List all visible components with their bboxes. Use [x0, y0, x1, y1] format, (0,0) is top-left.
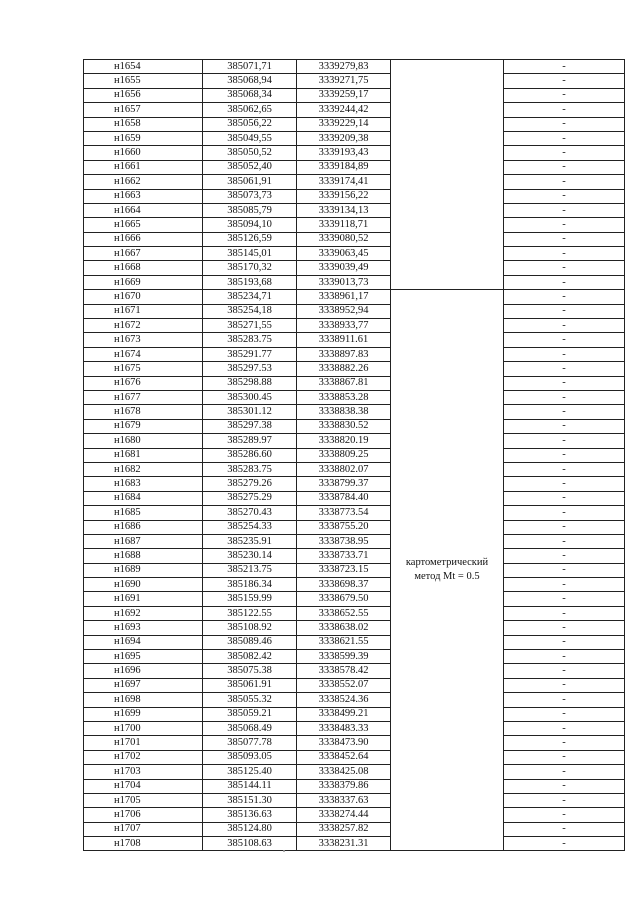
dash-cell: -	[504, 650, 625, 664]
x-coordinate-cell: 385283.75	[203, 462, 297, 476]
dash-cell: -	[504, 419, 625, 433]
table-row	[84, 578, 625, 592]
table-row	[84, 290, 625, 304]
point-name-cell: н1662	[84, 175, 203, 189]
dash-cell: -	[504, 405, 625, 419]
y-coordinate-cell: 3338483.33	[297, 721, 391, 735]
point-name-cell: н1703	[84, 765, 203, 779]
table-row	[84, 362, 625, 376]
table-row	[84, 175, 625, 189]
point-name-cell: н1674	[84, 347, 203, 361]
x-coordinate-cell: 385050,52	[203, 146, 297, 160]
y-coordinate-cell: 3338425.08	[297, 765, 391, 779]
x-coordinate-cell: 385289.97	[203, 434, 297, 448]
table-row	[84, 693, 625, 707]
table-row	[84, 606, 625, 620]
table-row	[84, 347, 625, 361]
dash-cell: -	[504, 635, 625, 649]
x-coordinate-cell: 385085,79	[203, 203, 297, 217]
x-coordinate-cell: 385093.05	[203, 750, 297, 764]
point-name-cell: н1676	[84, 376, 203, 390]
y-coordinate-cell: 3338809.25	[297, 448, 391, 462]
table-row	[84, 117, 625, 131]
y-coordinate-cell: 3338552.07	[297, 678, 391, 692]
y-coordinate-cell: 3339279,83	[297, 60, 391, 74]
x-coordinate-cell: 385068.49	[203, 721, 297, 735]
dash-cell: -	[504, 117, 625, 131]
method-cell	[391, 290, 504, 851]
y-coordinate-cell: 3338755.20	[297, 520, 391, 534]
x-coordinate-cell: 385075.38	[203, 664, 297, 678]
point-name-cell: н1682	[84, 462, 203, 476]
y-coordinate-cell: 3339134,13	[297, 203, 391, 217]
x-coordinate-cell: 385151.30	[203, 793, 297, 807]
y-coordinate-cell: 3339244,42	[297, 103, 391, 117]
method-cell-empty	[391, 60, 504, 290]
x-coordinate-cell: 385170,32	[203, 261, 297, 275]
table-row	[84, 750, 625, 764]
y-coordinate-cell: 3339193,43	[297, 146, 391, 160]
dash-cell: -	[504, 103, 625, 117]
x-coordinate-cell: 385301.12	[203, 405, 297, 419]
y-coordinate-cell: 3338733.71	[297, 549, 391, 563]
y-coordinate-cell: 3338599.39	[297, 650, 391, 664]
y-coordinate-cell: 3338911.61	[297, 333, 391, 347]
y-coordinate-cell: 3338723.15	[297, 563, 391, 577]
point-name-cell: н1689	[84, 563, 203, 577]
dash-cell: -	[504, 74, 625, 88]
point-name-cell: н1707	[84, 822, 203, 836]
dash-cell: -	[504, 434, 625, 448]
table-row	[84, 837, 625, 851]
dash-cell: -	[504, 837, 625, 851]
y-coordinate-cell: 3338578.42	[297, 664, 391, 678]
x-coordinate-cell: 385136.63	[203, 808, 297, 822]
point-name-cell: н1661	[84, 160, 203, 174]
x-coordinate-cell: 385125.40	[203, 765, 297, 779]
dash-cell: -	[504, 160, 625, 174]
dash-cell: -	[504, 146, 625, 160]
x-coordinate-cell: 385126,59	[203, 232, 297, 246]
table-row	[84, 218, 625, 232]
point-name-cell: н1705	[84, 793, 203, 807]
y-coordinate-cell: 3338524.36	[297, 693, 391, 707]
x-coordinate-cell: 385049,55	[203, 131, 297, 145]
point-name-cell: н1683	[84, 477, 203, 491]
x-coordinate-cell: 385068,94	[203, 74, 297, 88]
x-coordinate-cell: 385254.33	[203, 520, 297, 534]
dash-cell: -	[504, 736, 625, 750]
table-row	[84, 232, 625, 246]
y-coordinate-cell: 3339118,71	[297, 218, 391, 232]
y-coordinate-cell: 3339229,14	[297, 117, 391, 131]
point-name-cell: н1658	[84, 117, 203, 131]
y-coordinate-cell: 3338838.38	[297, 405, 391, 419]
table-row	[84, 103, 625, 117]
table-row	[84, 506, 625, 520]
table-row	[84, 60, 625, 74]
point-name-cell: н1694	[84, 635, 203, 649]
y-coordinate-cell: 3338452.64	[297, 750, 391, 764]
dash-cell: -	[504, 275, 625, 289]
table-row	[84, 721, 625, 735]
dash-cell: -	[504, 376, 625, 390]
x-coordinate-cell: 385124.80	[203, 822, 297, 836]
point-name-cell: н1708	[84, 837, 203, 851]
y-coordinate-cell: 3339063,45	[297, 247, 391, 261]
y-coordinate-cell: 3338638.02	[297, 621, 391, 635]
x-coordinate-cell: 385254,18	[203, 304, 297, 318]
point-name-cell: н1672	[84, 319, 203, 333]
point-name-cell: н1684	[84, 491, 203, 505]
table-row	[84, 520, 625, 534]
y-coordinate-cell: 3338773.54	[297, 506, 391, 520]
point-name-cell: н1681	[84, 448, 203, 462]
table-row	[84, 707, 625, 721]
table-row	[84, 390, 625, 404]
x-coordinate-cell: 385089.46	[203, 635, 297, 649]
dash-cell: -	[504, 319, 625, 333]
y-coordinate-cell: 3338621.55	[297, 635, 391, 649]
table-row	[84, 146, 625, 160]
x-coordinate-cell: 385297.38	[203, 419, 297, 433]
dash-cell: -	[504, 506, 625, 520]
point-name-cell: н1657	[84, 103, 203, 117]
dash-cell: -	[504, 822, 625, 836]
y-coordinate-cell: 3338799.37	[297, 477, 391, 491]
table-row	[84, 621, 625, 635]
dash-cell: -	[504, 304, 625, 318]
y-coordinate-cell: 3338820.19	[297, 434, 391, 448]
dash-cell: -	[504, 779, 625, 793]
dash-cell: -	[504, 534, 625, 548]
dash-cell: -	[504, 549, 625, 563]
table-row	[84, 765, 625, 779]
x-coordinate-cell: 385270.43	[203, 506, 297, 520]
y-coordinate-cell: 3338738.95	[297, 534, 391, 548]
dash-cell: -	[504, 88, 625, 102]
y-coordinate-cell: 3339184,89	[297, 160, 391, 174]
x-coordinate-cell: 385062,65	[203, 103, 297, 117]
point-name-cell: н1659	[84, 131, 203, 145]
point-name-cell: н1690	[84, 578, 203, 592]
x-coordinate-cell: 385108.63	[203, 837, 297, 851]
y-coordinate-cell: 3338853.28	[297, 390, 391, 404]
dash-cell: -	[504, 621, 625, 635]
point-name-cell: н1688	[84, 549, 203, 563]
dash-cell: -	[504, 247, 625, 261]
x-coordinate-cell: 385061.91	[203, 678, 297, 692]
table-row	[84, 275, 625, 289]
dash-cell: -	[504, 520, 625, 534]
x-coordinate-cell: 385298.88	[203, 376, 297, 390]
point-name-cell: н1655	[84, 74, 203, 88]
table-row	[84, 793, 625, 807]
dash-cell: -	[504, 750, 625, 764]
table-row	[84, 131, 625, 145]
coordinates-table	[83, 59, 625, 851]
dash-cell: -	[504, 261, 625, 275]
point-name-cell: н1677	[84, 390, 203, 404]
y-coordinate-cell: 3338231.31	[297, 837, 391, 851]
table-row	[84, 477, 625, 491]
x-coordinate-cell: 385059.21	[203, 707, 297, 721]
table-row	[84, 203, 625, 217]
x-coordinate-cell: 385291.77	[203, 347, 297, 361]
point-name-cell: н1668	[84, 261, 203, 275]
x-coordinate-cell: 385122.55	[203, 606, 297, 620]
y-coordinate-cell: 3339259,17	[297, 88, 391, 102]
dash-cell: -	[504, 563, 625, 577]
dash-cell: -	[504, 347, 625, 361]
dash-cell: -	[504, 793, 625, 807]
x-coordinate-cell: 385055.32	[203, 693, 297, 707]
point-name-cell: н1670	[84, 290, 203, 304]
point-name-cell: н1671	[84, 304, 203, 318]
y-coordinate-cell: 3338473.90	[297, 736, 391, 750]
point-name-cell: н1666	[84, 232, 203, 246]
dash-cell: -	[504, 606, 625, 620]
x-coordinate-cell: 385271,55	[203, 319, 297, 333]
point-name-cell: н1696	[84, 664, 203, 678]
table-row	[84, 491, 625, 505]
dash-cell: -	[504, 462, 625, 476]
x-coordinate-cell: 385297.53	[203, 362, 297, 376]
point-name-cell: н1704	[84, 779, 203, 793]
y-coordinate-cell: 3338961,17	[297, 290, 391, 304]
dash-cell: -	[504, 491, 625, 505]
dash-cell: -	[504, 477, 625, 491]
point-name-cell: н1673	[84, 333, 203, 347]
point-name-cell: н1663	[84, 189, 203, 203]
x-coordinate-cell: 385286.60	[203, 448, 297, 462]
x-coordinate-cell: 385234,71	[203, 290, 297, 304]
table-row	[84, 678, 625, 692]
y-coordinate-cell: 3338784.40	[297, 491, 391, 505]
point-name-cell: н1687	[84, 534, 203, 548]
dash-cell: -	[504, 218, 625, 232]
table-row	[84, 333, 625, 347]
point-name-cell: н1699	[84, 707, 203, 721]
table-row	[84, 448, 625, 462]
y-coordinate-cell: 3338933,77	[297, 319, 391, 333]
x-coordinate-cell: 385145,01	[203, 247, 297, 261]
dash-cell: -	[504, 448, 625, 462]
dash-cell: -	[504, 131, 625, 145]
dash-cell: -	[504, 721, 625, 735]
point-name-cell: н1675	[84, 362, 203, 376]
x-coordinate-cell: 385279.26	[203, 477, 297, 491]
y-coordinate-cell: 3338882.26	[297, 362, 391, 376]
table-row	[84, 319, 625, 333]
dash-cell: -	[504, 333, 625, 347]
x-coordinate-cell: 385082.42	[203, 650, 297, 664]
table-row	[84, 736, 625, 750]
x-coordinate-cell: 385071,71	[203, 60, 297, 74]
table-row	[84, 779, 625, 793]
point-name-cell: н1706	[84, 808, 203, 822]
table-row	[84, 462, 625, 476]
y-coordinate-cell: 3338274.44	[297, 808, 391, 822]
point-name-cell: н1665	[84, 218, 203, 232]
y-coordinate-cell: 3339039,49	[297, 261, 391, 275]
dash-cell: -	[504, 678, 625, 692]
point-name-cell: н1695	[84, 650, 203, 664]
y-coordinate-cell: 3338952,94	[297, 304, 391, 318]
y-coordinate-cell: 3339156,22	[297, 189, 391, 203]
table-row	[84, 534, 625, 548]
y-coordinate-cell: 3339271,75	[297, 74, 391, 88]
dash-cell: -	[504, 60, 625, 74]
scan-speck	[283, 850, 285, 852]
coordinates-table-body	[84, 60, 625, 851]
point-name-cell: н1686	[84, 520, 203, 534]
table-row	[84, 650, 625, 664]
dash-cell: -	[504, 175, 625, 189]
table-row	[84, 664, 625, 678]
y-coordinate-cell: 3338499.21	[297, 707, 391, 721]
y-coordinate-cell: 3338679.50	[297, 592, 391, 606]
table-row	[84, 405, 625, 419]
dash-cell: -	[504, 290, 625, 304]
point-name-cell: н1664	[84, 203, 203, 217]
point-name-cell: н1691	[84, 592, 203, 606]
x-coordinate-cell: 385073,73	[203, 189, 297, 203]
x-coordinate-cell: 385052,40	[203, 160, 297, 174]
dash-cell: -	[504, 664, 625, 678]
table-row	[84, 304, 625, 318]
method-line-2: метод Mt = 0.5	[414, 571, 480, 583]
table-row	[84, 189, 625, 203]
x-coordinate-cell: 385275.29	[203, 491, 297, 505]
point-name-cell: н1654	[84, 60, 203, 74]
y-coordinate-cell: 3339174,41	[297, 175, 391, 189]
table-row	[84, 592, 625, 606]
dash-cell: -	[504, 808, 625, 822]
dash-cell: -	[504, 707, 625, 721]
table-row	[84, 261, 625, 275]
point-name-cell: н1667	[84, 247, 203, 261]
point-name-cell: н1656	[84, 88, 203, 102]
point-name-cell: н1685	[84, 506, 203, 520]
x-coordinate-cell: 385186.34	[203, 578, 297, 592]
x-coordinate-cell: 385108.92	[203, 621, 297, 635]
point-name-cell: н1692	[84, 606, 203, 620]
dash-cell: -	[504, 189, 625, 203]
y-coordinate-cell: 3338257.82	[297, 822, 391, 836]
dash-cell: -	[504, 232, 625, 246]
x-coordinate-cell: 385230.14	[203, 549, 297, 563]
point-name-cell: н1693	[84, 621, 203, 635]
x-coordinate-cell: 385235.91	[203, 534, 297, 548]
x-coordinate-cell: 385068,34	[203, 88, 297, 102]
point-name-cell: н1680	[84, 434, 203, 448]
y-coordinate-cell: 3338337.63	[297, 793, 391, 807]
dash-cell: -	[504, 362, 625, 376]
table-row	[84, 376, 625, 390]
point-name-cell: н1698	[84, 693, 203, 707]
method-line-1: картометрический	[405, 557, 489, 569]
y-coordinate-cell: 3339209,38	[297, 131, 391, 145]
y-coordinate-cell: 3338698.37	[297, 578, 391, 592]
table-row	[84, 74, 625, 88]
point-name-cell: н1701	[84, 736, 203, 750]
x-coordinate-cell: 385300.45	[203, 390, 297, 404]
dash-cell: -	[504, 203, 625, 217]
x-coordinate-cell: 385159.99	[203, 592, 297, 606]
table-row	[84, 419, 625, 433]
point-name-cell: н1660	[84, 146, 203, 160]
x-coordinate-cell: 385094,10	[203, 218, 297, 232]
table-row	[84, 808, 625, 822]
point-name-cell: н1697	[84, 678, 203, 692]
table-row	[84, 88, 625, 102]
table-row	[84, 247, 625, 261]
dash-cell: -	[504, 592, 625, 606]
table-row	[84, 822, 625, 836]
point-name-cell: н1669	[84, 275, 203, 289]
y-coordinate-cell: 3338379.86	[297, 779, 391, 793]
table-row	[84, 635, 625, 649]
point-name-cell: н1678	[84, 405, 203, 419]
x-coordinate-cell: 385056,22	[203, 117, 297, 131]
y-coordinate-cell: 3338897.83	[297, 347, 391, 361]
x-coordinate-cell: 385193,68	[203, 275, 297, 289]
x-coordinate-cell: 385283.75	[203, 333, 297, 347]
dash-cell: -	[504, 390, 625, 404]
dash-cell: -	[504, 578, 625, 592]
y-coordinate-cell: 3338802.07	[297, 462, 391, 476]
x-coordinate-cell: 385144.11	[203, 779, 297, 793]
point-name-cell: н1702	[84, 750, 203, 764]
y-coordinate-cell: 3339080,52	[297, 232, 391, 246]
y-coordinate-cell: 3338652.55	[297, 606, 391, 620]
table-row	[84, 160, 625, 174]
y-coordinate-cell: 3339013,73	[297, 275, 391, 289]
point-name-cell: н1679	[84, 419, 203, 433]
x-coordinate-cell: 385213.75	[203, 563, 297, 577]
point-name-cell: н1700	[84, 721, 203, 735]
y-coordinate-cell: 3338830.52	[297, 419, 391, 433]
dash-cell: -	[504, 765, 625, 779]
y-coordinate-cell: 3338867.81	[297, 376, 391, 390]
x-coordinate-cell: 385061,91	[203, 175, 297, 189]
table-row	[84, 549, 625, 563]
table-row	[84, 434, 625, 448]
table-row	[84, 563, 625, 577]
dash-cell: -	[504, 693, 625, 707]
x-coordinate-cell: 385077.78	[203, 736, 297, 750]
